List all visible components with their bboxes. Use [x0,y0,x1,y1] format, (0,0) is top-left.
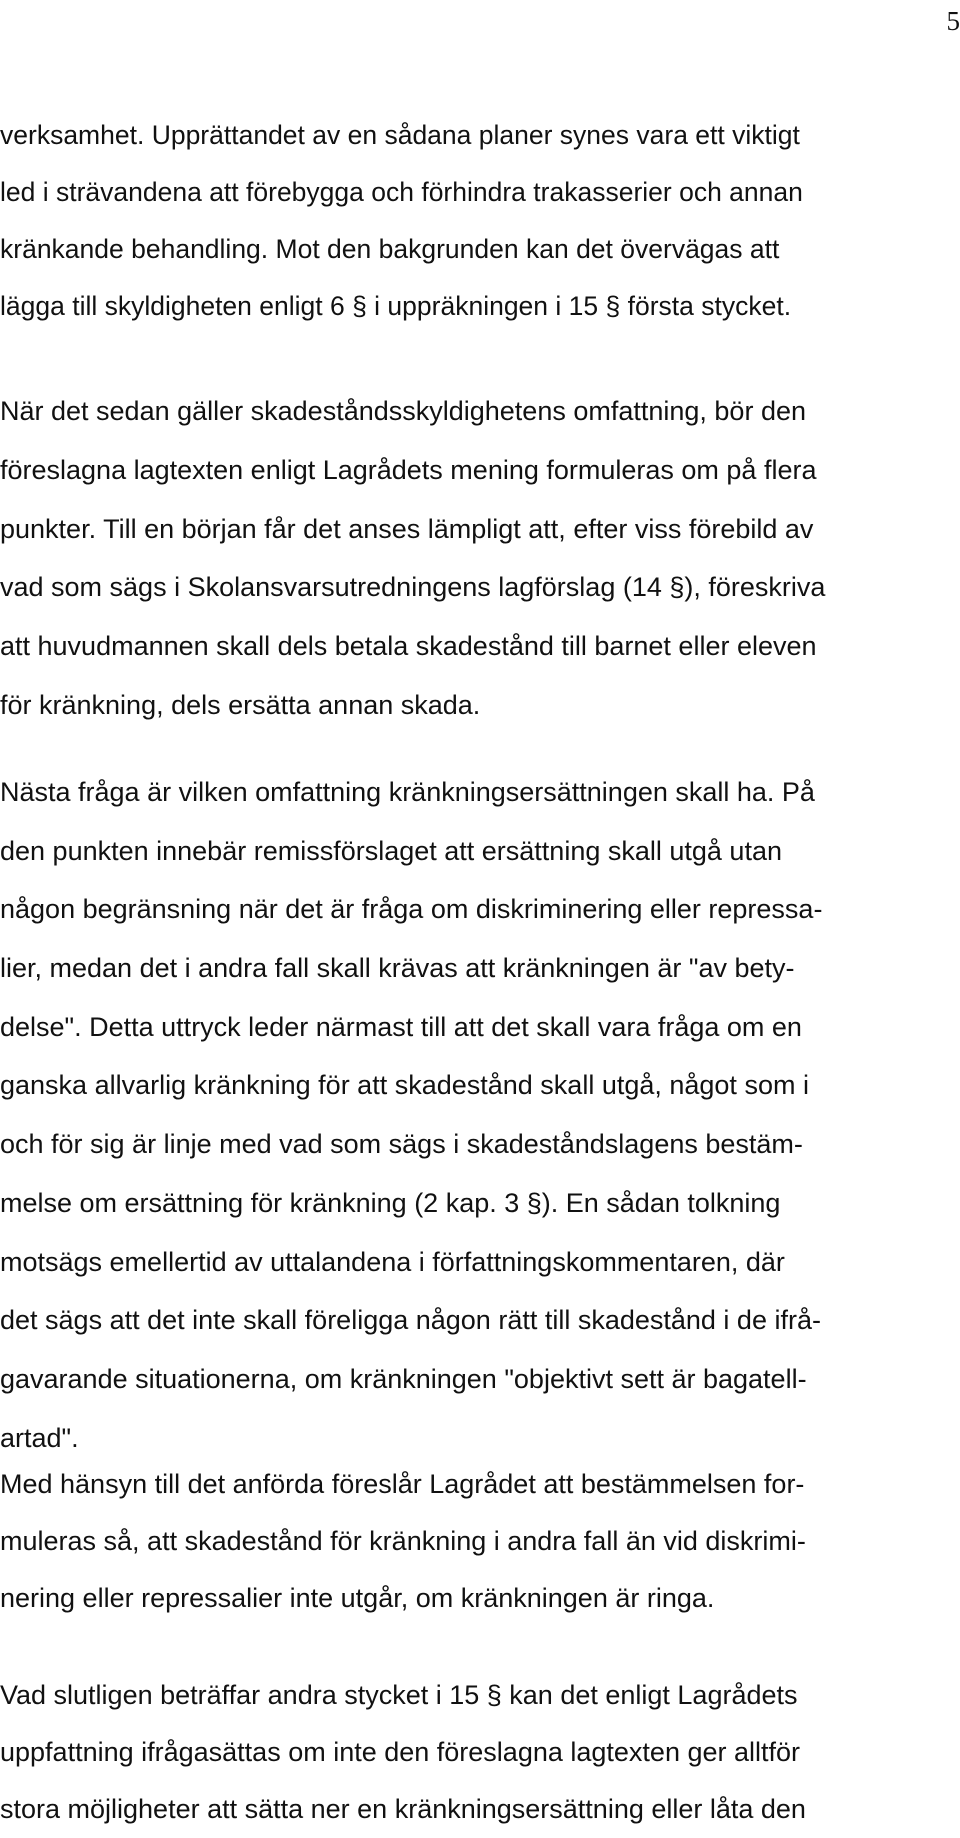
text-line: att huvudmannen skall dels betala skadestånd till barnet eller eleven [0,617,955,676]
text-line: för kränkning, dels ersätta annan skada. [0,676,955,735]
text-line: motsägs emellertid av uttalandena i författningskommentaren, där [0,1233,955,1292]
text-line: och för sig är linje med vad som sägs i skadeståndslagens bestäm- [0,1115,955,1174]
paragraph-1 [0,107,955,335]
text-line: melse om ersättning för kränkning (2 kap. 3 §). En sådan tolkning [0,1174,955,1233]
text-line: lägga till skyldigheten enligt 6 § i uppräkningen i 15 § första stycket. [0,278,955,335]
text-line: stora möjligheter att sätta ner en kränkningsersättning eller låta den [0,1781,955,1838]
text-line: led i strävandena att förebygga och förhindra trakasserier och annan [0,164,955,221]
paragraph-4 [0,1456,955,1627]
text-line: artad". [0,1409,955,1468]
text-line: Vad slutligen beträffar andra stycket i 15 § kan det enligt Lagrådets [0,1667,955,1724]
text-line: punkter. Till en början får det anses lämpligt att, efter viss förebild av [0,500,955,559]
text-line: nering eller repressalier inte utgår, om kränkningen är ringa. [0,1570,955,1627]
paragraph-3 [0,763,955,1467]
text-line: någon begränsning när det är fråga om diskriminering eller repressa- [0,880,955,939]
text-line: verksamhet. Upprättandet av en sådana planer synes vara ett viktigt [0,107,955,164]
text-line: delse". Detta uttryck leder närmast till att det skall vara fråga om en [0,998,955,1057]
text-line: vad som sägs i Skolansvarsutredningens lagförslag (14 §), föreskriva [0,558,955,617]
paragraph-2 [0,382,955,735]
page-number: 5 [947,6,960,36]
text-line: lier, medan det i andra fall skall krävas att kränkningen är "av bety- [0,939,955,998]
text-line: gavarande situationerna, om kränkningen "objektivt sett är bagatell- [0,1350,955,1409]
paragraph-5 [0,1667,955,1838]
text-line: Nästa fråga är vilken omfattning kränkningsersättningen skall ha. På [0,763,955,822]
text-line: ganska allvarlig kränkning för att skadestånd skall utgå, något som i [0,1056,955,1115]
text-line: Med hänsyn till det anförda föreslår Lagrådet att bestämmelsen for- [0,1456,955,1513]
text-line: kränkande behandling. Mot den bakgrunden kan det övervägas att [0,221,955,278]
text-line: föreslagna lagtexten enligt Lagrådets mening formuleras om på flera [0,441,955,500]
text-line: det sägs att det inte skall föreligga någon rätt till skadestånd i de ifrå- [0,1291,955,1350]
text-line: den punkten innebär remissförslaget att ersättning skall utgå utan [0,822,955,881]
text-line: muleras så, att skadestånd för kränkning i andra fall än vid diskrimi- [0,1513,955,1570]
text-line: När det sedan gäller skadeståndsskyldighetens omfattning, bör den [0,382,955,441]
text-line: uppfattning ifrågasättas om inte den föreslagna lagtexten ger alltför [0,1724,955,1781]
